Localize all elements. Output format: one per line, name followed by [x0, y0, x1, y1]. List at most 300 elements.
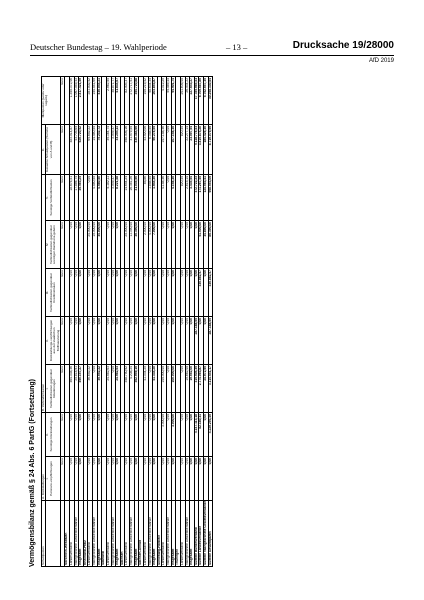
table-cell: 0,00	[116, 221, 121, 269]
table-cell: 0,00	[167, 174, 172, 220]
landscape-page	[29, 77, 401, 567]
table-cell: 0,00	[190, 269, 195, 317]
table-cell: 36.652,22	[97, 365, 102, 413]
table-cell: 41.834,67	[116, 76, 121, 124]
table-cell: 0,00	[93, 457, 98, 501]
table-cell: 0,00	[148, 413, 153, 457]
table-cell: 0,00	[106, 221, 111, 269]
table-cell: 0,00	[153, 413, 158, 457]
table-cell: 203.853,87	[153, 76, 158, 124]
column-header	[46, 269, 61, 317]
table-cell: 0,00	[116, 269, 121, 317]
table-cell: 0,00	[106, 317, 111, 365]
column-title: Rückzahlungs-verpflichtungen aus der staatlichen Teilfinanzierung	[48, 319, 60, 362]
table-cell: 0,00	[111, 457, 116, 501]
table-cell: 0,00	[162, 317, 167, 365]
unit-cell: Euro	[60, 124, 64, 174]
table-cell: 14.654,24	[125, 174, 130, 220]
table-cell: 30.258.330,64	[208, 76, 213, 124]
rotated-table-area	[29, 77, 401, 567]
table-cell: 1.067.049,43	[74, 76, 79, 124]
table-cell: 0,00	[111, 413, 116, 457]
table-cell: 2.774.063,87	[199, 365, 204, 413]
table-cell: 0,00	[148, 269, 153, 317]
column-header	[46, 365, 61, 413]
table-cell: 4.208,24	[130, 365, 135, 413]
table-cell: 0,00	[125, 413, 130, 457]
table-cell: 0,00	[88, 413, 93, 457]
column-numeral: V.	[45, 196, 50, 199]
table-cell: 0,00	[125, 269, 130, 317]
table-cell: 0,00	[190, 457, 195, 501]
table-cell: 336.862,57	[208, 269, 213, 317]
table-cell: 0,00	[106, 457, 111, 501]
table-cell: 0,00	[93, 269, 98, 317]
unit-cell: Euro	[60, 174, 64, 220]
row-label: Landesverband	[162, 501, 167, 567]
table-cell: 7.000,00	[153, 221, 158, 269]
group-b-label: B. Verbindlichkeiten	[42, 174, 46, 412]
table-cell: 0,00	[134, 457, 139, 501]
row-label: Summe Gesamtpartei	[208, 501, 213, 567]
row-label: Sachsen	[120, 501, 125, 567]
table-cell: 30.164,74	[106, 124, 111, 174]
table-cell: 0,00	[134, 269, 139, 317]
row-label: Insgesamt	[134, 501, 139, 567]
row-label: Landesverband	[88, 501, 93, 567]
table-cell: 0,00	[190, 221, 195, 269]
header-rule	[30, 55, 394, 56]
table-cell: 0,00	[134, 413, 139, 457]
table-cell: 33.204,11	[116, 124, 121, 174]
table-cell: 3.435,54	[190, 174, 195, 220]
table-cell: 0,00	[111, 317, 116, 365]
table-cell: 0,00	[74, 413, 79, 457]
table-cell: 0,00	[143, 457, 148, 501]
table-cell: 0,00	[167, 269, 172, 317]
table-cell: 16.381,26	[130, 174, 135, 220]
table-cell: 0,00	[111, 269, 116, 317]
table-cell: 0,00	[180, 457, 185, 501]
column-numeral: III.	[45, 290, 50, 295]
table-cell: 272.717,51	[130, 76, 135, 124]
table-cell: 5.762.657,35	[204, 76, 209, 124]
unit-cell: Euro	[60, 365, 64, 413]
table-cell: 0,00	[171, 457, 176, 501]
table-cell: 0,00	[162, 457, 167, 501]
document-number	[293, 40, 394, 51]
table-cell: 0,00	[143, 413, 148, 457]
table-cell: 464.338,36	[69, 365, 74, 413]
table-cell: 41.334,20	[143, 365, 148, 413]
table-cell: 105.219,52	[143, 76, 148, 124]
table-cell: 36.390,00	[134, 221, 139, 269]
table-cell: 0,00	[97, 457, 102, 501]
table-row	[208, 76, 213, 566]
table-cell: 5.118.778,43	[194, 124, 199, 174]
table-cell: 0,00	[153, 269, 158, 317]
column-numeral: IV.	[45, 242, 50, 247]
table-cell: 0,00	[130, 269, 135, 317]
table-cell: 0,00	[167, 221, 172, 269]
table-cell: 315.504,35	[194, 365, 199, 413]
table-cell: 0,00	[97, 413, 102, 457]
table-cell: 0,00	[180, 221, 185, 269]
table-cell: 0,00	[185, 457, 190, 501]
table-cell: 287.188,65	[194, 317, 199, 365]
row-label: Summe Landesverbände	[199, 501, 204, 567]
column-numeral: I.	[45, 477, 50, 480]
column-header	[46, 413, 61, 457]
table-cell: 0,00	[204, 413, 209, 457]
row-label: Summe Bundesverband	[194, 501, 199, 567]
table-cell: 0,00	[153, 317, 158, 365]
table-cell: 0,00	[180, 365, 185, 413]
page-number: – 13 –	[226, 42, 248, 52]
table-cell: 23.097,54	[190, 124, 195, 174]
table-cell: 17.785.985,43	[194, 76, 199, 124]
row-label: Sachsen-Anhalt	[139, 501, 144, 567]
column-title: Sonstige Verbindlichkeiten	[48, 179, 53, 216]
row-label: nachgeordnete Gebietsverbände	[130, 501, 135, 567]
table-cell: 0,00	[171, 317, 176, 365]
table-cell: 0,00	[204, 457, 209, 501]
table-cell: 0,00	[79, 457, 84, 501]
table-cell: 0,00	[88, 174, 93, 220]
table-cell: 19.662,00	[185, 365, 190, 413]
table-cell: 124.563,41	[204, 174, 209, 220]
table-cell: 820,40	[180, 124, 185, 174]
table-cell: 0,00	[130, 413, 135, 457]
unit-cell: Euro	[60, 457, 64, 501]
table-cell: 0,00	[134, 317, 139, 365]
table-cell: 8.719.079,99	[208, 124, 213, 174]
table-cell: 4.580,50	[93, 174, 98, 220]
table-cell: 0,00	[111, 365, 116, 413]
row-label: Rheinland-Pfalz	[83, 501, 88, 567]
table-cell: 0,00	[69, 457, 74, 501]
column-header	[46, 174, 61, 220]
table-cell: 0,00	[180, 317, 185, 365]
column-header	[46, 221, 61, 269]
table-cell: 4.147.113,18	[194, 413, 199, 457]
header-subnote: AfD 2019	[368, 58, 394, 64]
row-label: nachgeordnete Gebietsverbände	[185, 501, 190, 567]
row-label: Schleswig-Holstein	[157, 501, 162, 567]
table-cell: 0,00	[88, 457, 93, 501]
unit-cell: Euro	[60, 76, 64, 124]
table-cell: 0,00	[180, 269, 185, 317]
table-cell: 0,00	[199, 317, 204, 365]
table-cell: 0,00	[180, 413, 185, 457]
table-cell: 107.158,36	[171, 124, 176, 174]
group-c-label: C.	[42, 124, 46, 174]
table-cell: 14.580,50	[93, 124, 98, 174]
table-cell: 281.502,52	[88, 76, 93, 124]
table-cell: 0,00	[199, 457, 204, 501]
table-cell: 0,00	[162, 269, 167, 317]
table-cell: 19.662,00	[190, 365, 195, 413]
row-label: Landesverband	[143, 501, 148, 567]
column-numeral: I.	[45, 387, 50, 390]
table-cell: 10.000,00	[93, 221, 98, 269]
table-cell: 0,00	[74, 221, 79, 269]
memo-header: Merkposten (positiv oder negativ)	[42, 76, 61, 124]
table-cell: 24.972,95	[204, 365, 209, 413]
table-cell: 18.676,51	[69, 174, 74, 220]
table-cell: 668.553,09	[208, 174, 213, 220]
table-cell: 0,00	[190, 317, 195, 365]
table-cell: 0,00	[106, 269, 111, 317]
column-title: Gesamte Schuldposten (Summe von A und B)	[45, 127, 53, 172]
table-cell: 820,40	[180, 174, 185, 220]
table-cell: 2.615,14	[185, 174, 190, 220]
table-cell: 0,00	[69, 269, 74, 317]
table-cell: 98.634,35	[148, 76, 153, 124]
table-cell: 43.920,06	[143, 124, 148, 174]
table-cell: 51.500,00	[199, 221, 204, 269]
table-cell: 8.221,48	[116, 174, 121, 220]
table-cell: 0,00	[204, 269, 209, 317]
table-cell: 0,00	[79, 413, 84, 457]
row-label: Insgesamt	[116, 501, 121, 567]
row-label: nachgeordnete Gebietsverbände	[93, 501, 98, 567]
table-cell: 34.890,00	[204, 221, 209, 269]
row-label: nachgeordnete Gebietsverbände	[111, 501, 116, 567]
table-cell: 0,00	[88, 269, 93, 317]
table-cell: 4.229.293,49	[208, 413, 213, 457]
table-cell: 0,00	[69, 317, 74, 365]
unit-cell: Euro	[60, 269, 64, 317]
table-cell: 25.818,91	[74, 365, 79, 413]
table-cell: 24.982,63	[116, 365, 121, 413]
table-cell: 3.039,37	[111, 174, 116, 220]
column-title: Verbindlichkeiten gegenüber sonstigen Darlehens-gebern	[48, 224, 57, 265]
row-label: nachgeordnete Gebietsverbände	[74, 501, 79, 567]
table-title: Vermögensbilanz gemäß § 24 Abs. 6 PartG (Fortsetzung)	[29, 378, 36, 567]
table-cell: 31.035,50	[134, 174, 139, 220]
row-label: Insgesamt	[153, 501, 158, 567]
table-cell: 0,00	[185, 413, 190, 457]
table-cell: 3.415.874,20	[199, 124, 204, 174]
table-cell: 0,00	[167, 457, 172, 501]
column-numeral: II.	[45, 339, 50, 342]
table-cell: 24.000,00	[88, 221, 93, 269]
document-number-label: Drucksache 19/	[292, 40, 367, 51]
table-cell: 2.417.421,49	[79, 76, 84, 124]
table-cell: 36.563,25	[79, 174, 84, 220]
column-header	[46, 457, 61, 501]
table-cell: 26.034,22	[185, 76, 190, 124]
table-cell: 4.158,36	[171, 174, 176, 220]
table-cell: 38.871,77	[111, 76, 116, 124]
table-cell: 4.312,29	[162, 76, 167, 124]
table-cell: 41.334,20	[153, 365, 158, 413]
table-cell: 358.750,92	[125, 365, 130, 413]
page-header	[30, 40, 394, 54]
row-label: Saarland	[102, 501, 107, 567]
table-cell: 0,00	[171, 221, 176, 269]
table-cell: 34.000,00	[97, 221, 102, 269]
table-cell: 436.044,21	[97, 76, 102, 124]
table-cell: 0,00	[93, 413, 98, 457]
column-title: Sonstige Rückstellungen	[48, 417, 53, 452]
document-number-value: 28000	[366, 40, 394, 51]
column-title: Verbindlichkeiten gegenüber Kreditinstituten	[48, 272, 57, 313]
table-cell: 0,00	[116, 457, 121, 501]
row-label: Landesverband	[125, 501, 130, 567]
table-cell: 36.652,22	[88, 365, 93, 413]
table-cell: 154.541,69	[93, 76, 98, 124]
table-cell: 17.886,74	[74, 174, 79, 220]
table-cell: 94.901,74	[171, 76, 176, 124]
table-cell: 0,00	[97, 317, 102, 365]
table-cell: 0,00	[185, 317, 190, 365]
table-cell: 50.278,56	[153, 124, 158, 174]
table-cell: 2.500,00	[143, 221, 148, 269]
column-title: Verbindlichkeiten gegenüber Gliederungen	[48, 368, 57, 409]
unit-cell: Euro	[60, 221, 64, 269]
table-cell: 0,00	[167, 124, 172, 174]
table-cell: 75.232,72	[97, 124, 102, 174]
row-label: Insgesamt	[97, 501, 102, 567]
header-publication: Deutscher Bundestag – 19. Wahlperiode	[30, 42, 167, 52]
table-cell: 287.188,65	[208, 317, 213, 365]
table-cell: 3.114.541,17	[208, 365, 213, 413]
table-cell: 0,00	[97, 269, 102, 317]
table-cell: 0,00	[185, 269, 190, 317]
table-cell: 82.180,31	[199, 413, 204, 457]
table-cell: 0,00	[208, 457, 213, 501]
table-cell: 0,00	[162, 221, 167, 269]
row-label: Landesverband	[106, 501, 111, 567]
table-cell: 0,00	[130, 457, 135, 501]
column-header	[46, 317, 61, 365]
table-cell: 60.652,22	[88, 124, 93, 174]
table-cell: 3.039,37	[111, 124, 116, 174]
table-cell: 4.500,00	[148, 221, 153, 269]
table-cell: 0,00	[167, 365, 172, 413]
column-numeral: II.	[45, 433, 50, 436]
row-label: Insgesamt	[171, 501, 176, 567]
row-label: Insgesamt	[190, 501, 195, 567]
corner-empty	[46, 501, 61, 567]
row-label: Nordrhein-Westfalen	[65, 501, 70, 567]
table-cell: 0,00	[125, 457, 130, 501]
table-cell: 0,00	[93, 317, 98, 365]
row-label: Insgesamt	[79, 501, 84, 567]
table-cell: 1.944,36	[153, 174, 158, 220]
row-label: Summe nachgeordnete Gebietsverbände	[203, 500, 208, 565]
table-cell: 0,00	[116, 317, 121, 365]
table-cell: 354.720,88	[134, 76, 139, 124]
table-cell: 0,00	[116, 413, 121, 457]
table-cell: 0,00	[111, 221, 116, 269]
table-cell: 0,00	[93, 365, 98, 413]
table-cell: 0,00	[130, 317, 135, 365]
table-cell: 490.157,27	[79, 365, 84, 413]
table-cell: 1.858,50	[148, 174, 153, 220]
table-cell: 0,00	[153, 457, 158, 501]
table-cell: 100.000,00	[162, 365, 167, 413]
table-cell: 0,00	[143, 269, 148, 317]
table-cell: 336.862,57	[199, 269, 204, 317]
table-cell: 86.390,00	[208, 221, 213, 269]
table-cell: 227.643,27	[190, 76, 195, 124]
table-cell: 201.609,05	[180, 76, 185, 124]
table-cell: 0,00	[148, 365, 153, 413]
table-cell: 430.384,66	[134, 124, 139, 174]
table-cell: 0,00	[74, 317, 79, 365]
table-cell: 184.426,36	[204, 124, 209, 174]
table-cell: 0,00	[194, 221, 199, 269]
table-cell: 0,00	[106, 413, 111, 457]
table-cell: 0,00	[88, 317, 93, 365]
table-cell: 0,00	[79, 221, 84, 269]
table-cell: 0,00	[74, 269, 79, 317]
table-cell: 0,00	[190, 413, 195, 457]
row-label: Landesverband	[69, 501, 74, 567]
table-cell: 3.000,00	[171, 413, 176, 457]
balance-table	[41, 76, 213, 567]
table-cell: 5.182,11	[106, 174, 111, 220]
unit-cell: Euro	[60, 413, 64, 457]
table-cell: 1.350.372,06	[69, 76, 74, 124]
group-a-label: A. Rückstellungen	[42, 413, 46, 501]
table-cell: 6.358,50	[148, 124, 153, 174]
table-body	[65, 76, 213, 566]
table-cell: 0,00	[194, 269, 199, 317]
table-cell: 0,00	[194, 457, 199, 501]
table-cell: 0,00	[204, 317, 209, 365]
table-cell: 0,00	[185, 221, 190, 269]
table-cell: 0,00	[69, 221, 74, 269]
table-cell: 31.979,50	[130, 124, 135, 174]
table-cell: 526.720,52	[79, 124, 84, 174]
row-label: nachgeordnete Gebietsverbände	[148, 501, 153, 567]
table-cell: 4.580,50	[97, 174, 102, 220]
table-cell: 171.267,45	[199, 174, 204, 220]
table-cell: 0,00	[148, 317, 153, 365]
table-cell: 0,00	[148, 457, 153, 501]
table-cell: 483.014,87	[69, 124, 74, 174]
table-cell: 0,00	[79, 317, 84, 365]
table-cell: 24.982,63	[106, 365, 111, 413]
table-cell: 362.959,16	[134, 365, 139, 413]
table-cell: 43.705,65	[74, 124, 79, 174]
table-cell: 4.158,36	[162, 174, 167, 220]
table-cell: 107.158,36	[162, 124, 167, 174]
table-cell: 22.277,14	[185, 124, 190, 174]
table-cell: 90.589,45	[167, 76, 172, 124]
column-header	[46, 124, 61, 174]
table-cell: 0,00	[171, 269, 176, 317]
column-header-row	[46, 76, 61, 566]
table-cell: 11.390,00	[130, 221, 135, 269]
table-cell: 0,00	[167, 413, 172, 457]
table-cell: 0,00	[125, 317, 130, 365]
column-title: Pensions-verpflichtungen	[48, 461, 53, 496]
table-cell: 0,00	[167, 317, 172, 365]
table-cell: 372.722,23	[194, 174, 199, 220]
table-cell: 85,86	[143, 174, 148, 220]
table-cell: 0,00	[143, 317, 148, 365]
row-label: Landesverband	[180, 501, 185, 567]
table-cell: 3.000,00	[162, 413, 167, 457]
corner-label: Schuldposten	[42, 501, 46, 567]
unit-cell: Euro	[60, 317, 64, 365]
table-cell: 0,00	[74, 457, 79, 501]
